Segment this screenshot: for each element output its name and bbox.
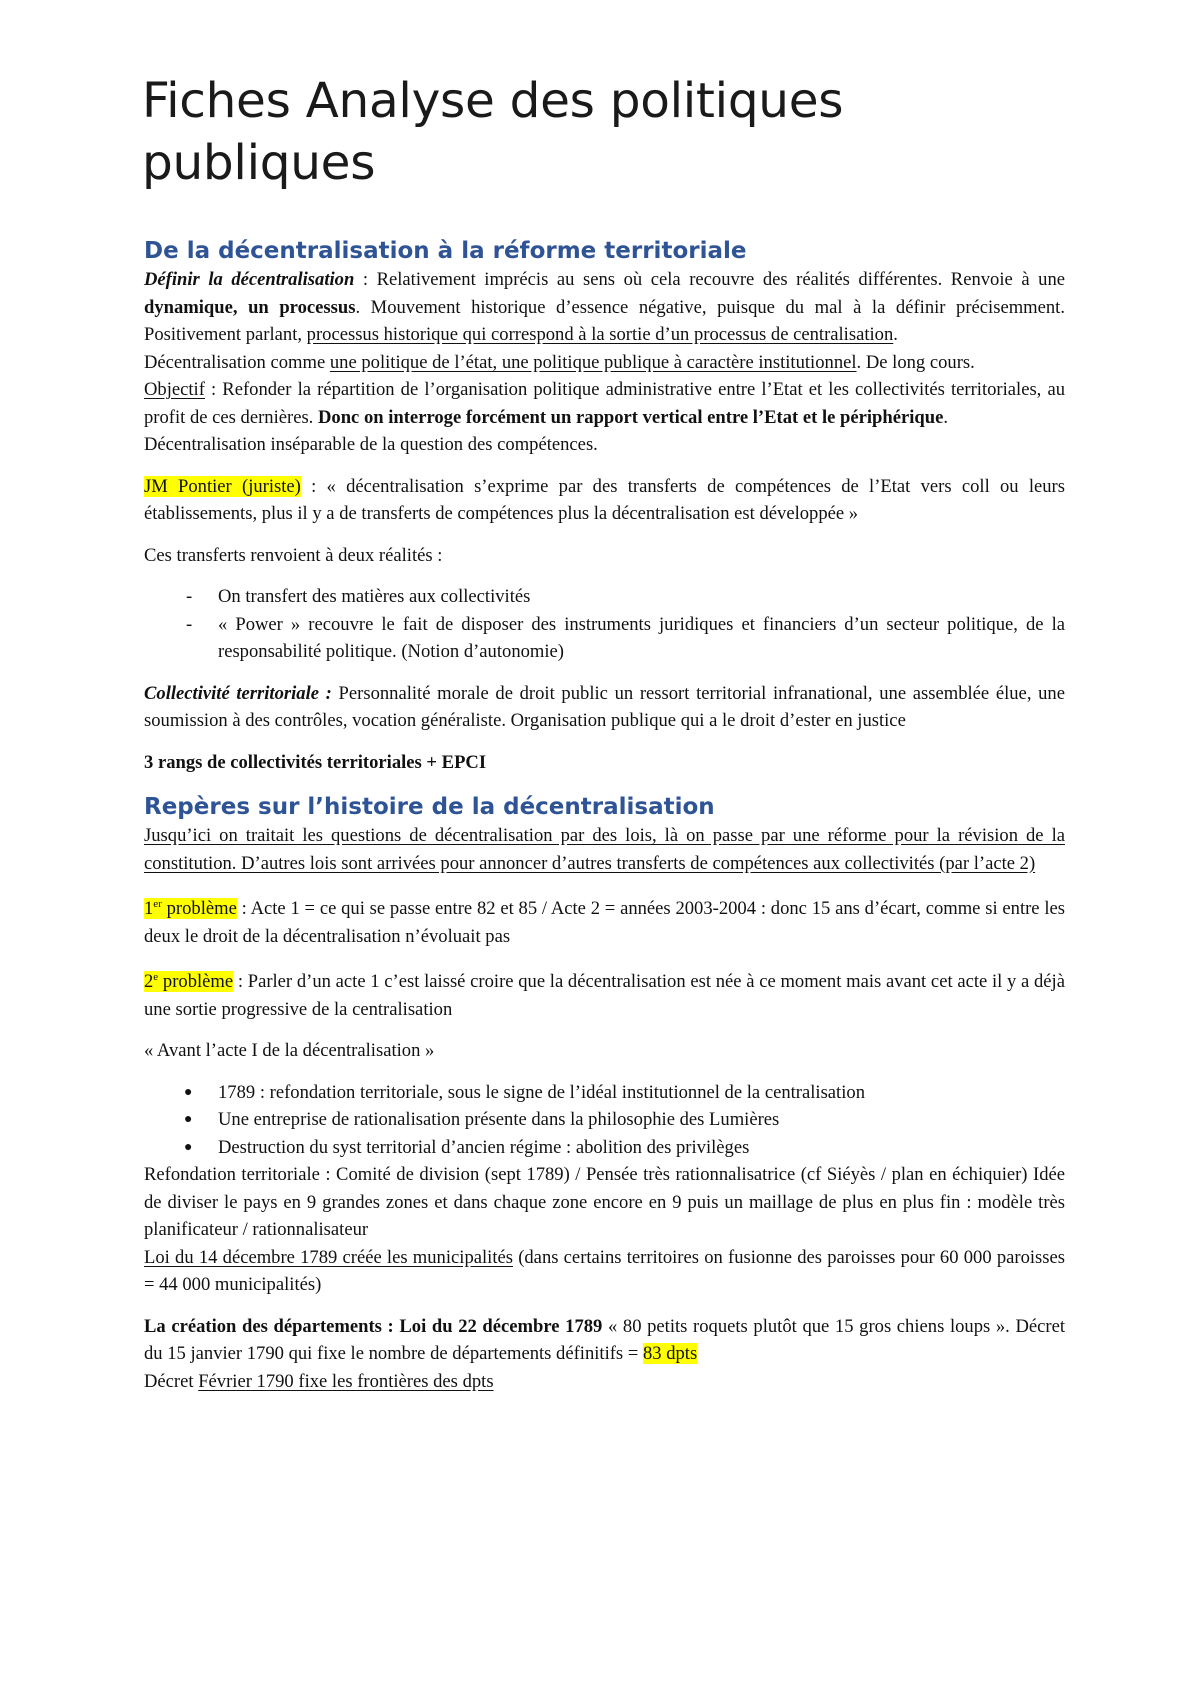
list-item: - « Power » recouvre le fait de disposer des instruments juridiques et financiers d’un secteur politique, de la responsabilité politique. (Notion d’autonomie) <box>186 613 1065 662</box>
paragraph-definition: Définir la décentralisation : Relativement imprécis au sens où cela recouvre des réalités différentes. Renvoie à une dynamique, un processus. Mouvement historique d’essence négative, puisque du mal à la définir précisemment. Positivement parlant, processus historique qui correspond à la sortie d’un processus de centralisation. <box>144 269 1065 345</box>
list-item: ● Destruction du syst territorial d’ancien régime : abolition des privilèges <box>184 1136 750 1158</box>
paragraph-decret: Décret Février 1790 fixe les frontières des dpts <box>144 1370 494 1392</box>
paragraph-rangs: 3 rangs de collectivités territoriales + EPCI <box>144 751 487 773</box>
paragraph-politique: Décentralisation comme une politique de l’état, une politique publique à caractère institutionnel. De long cours. <box>144 351 975 373</box>
section-heading-histoire: Repères sur l’histoire de la décentralisation <box>144 794 715 820</box>
paragraph-refondation: Refondation territoriale : Comité de division (sept 1789) / Pensée très rationnalisatrice (cf Siéyès / plan en échiquier) Idée de diviser le pays en 9 grandes zones et dans chaque zone encore en 9 puis un maillage de plus en plus fin : modèle très planificateur / rationnalisateur <box>144 1164 1065 1241</box>
paragraph-inseparable: Décentralisation inséparable de la question des compétences. <box>144 434 598 455</box>
dash-list <box>144 583 1065 666</box>
bullet-list <box>144 1079 1065 1162</box>
paragraph-probleme-2: 2e problème : Parler d’un acte 1 c’est laissé croire que la décentralisation est née à ce moment mais avant cet acte il y a déjà une sortie progressive de la centralisation <box>144 971 1065 1020</box>
pontier-highlight: JM Pontier (juriste) <box>144 475 301 497</box>
paragraph-avant-acte: « Avant l’acte I de la décentralisation » <box>144 1040 435 1062</box>
dpts-highlight: 83 dpts <box>642 1343 698 1365</box>
paragraph-departements: La création des départements : Loi du 22 décembre 1789 « 80 petits roquets plutôt que 15 gros chiens loups ». Décret du 15 janvier 1790 qui fixe le nombre de départements définitifs = 83 dpts <box>144 1315 1065 1365</box>
paragraph-loi-municipalites: Loi du 14 décembre 1789 créée les municipalités (dans certains territoires on fusionne des paroisses pour 60 000 paroisses = 44 000 municipalités) <box>144 1246 1066 1296</box>
list-item: ● Une entreprise de rationalisation présente dans la philosophie des Lumières <box>184 1109 780 1131</box>
document-page <box>144 70 1065 1395</box>
paragraph-transferts: Ces transferts renvoient à deux réalités : <box>144 544 443 566</box>
paragraph-collectivite: Collectivité territoriale : Personnalité morale de droit public un ressort territorial infranational, une assemblée élue, une soumission à des contrôles, vocation généraliste. Organisation publique qui a le droit d’ester en justice <box>144 682 1065 731</box>
objectif-label: Objectif <box>144 379 205 400</box>
list-item: ● 1789 : refondation territoriale, sous le signe de l’idéal institutionnel de la centralisation <box>184 1081 865 1103</box>
paragraph-objectif: Objectif : Refonder la répartition de l’organisation politique administrative entre l’Etat et les collectivités territoriales, au profit de ces dernières. Donc on interroge forcément un rapport vertical entre l’Etat et le périphérique. <box>144 379 1065 428</box>
probleme-2-highlight: 2e problème <box>144 971 234 993</box>
paragraph-pontier: JM Pontier (juriste) : « décentralisation s’exprime par des transferts de compétences de l’Etat vers coll ou leurs établissements, plus il y a de transferts de compétences plus la décentralisation est développée » <box>144 475 1065 524</box>
probleme-1-highlight: 1er problème <box>144 898 237 920</box>
section-heading-decentralisation: De la décentralisation à la réforme territoriale <box>144 238 747 264</box>
document-title: Fiches Analyse des politiques publiques <box>142 73 844 191</box>
definition-label: Définir la décentralisation <box>144 269 355 290</box>
paragraph-probleme-1: 1er problème : Acte 1 = ce qui se passe entre 82 et 85 / Acte 2 = années 2003-2004 : donc 15 ans d’écart, comme si entre les deux le droit de la décentralisation n’évoluait pas <box>144 898 1065 947</box>
paragraph-intro-histoire: Jusqu’ici on traitait les questions de décentralisation par des lois, là on passe par une réforme pour la révision de la constitution. D’autres lois sont arrivées pour annoncer d’autres transferts de compétences aux collectivités (par l’acte 2) <box>144 825 1065 874</box>
list-item: - On transfert des matières aux collectivités <box>186 586 531 607</box>
collectivite-label: Collectivité territoriale : <box>144 682 332 704</box>
